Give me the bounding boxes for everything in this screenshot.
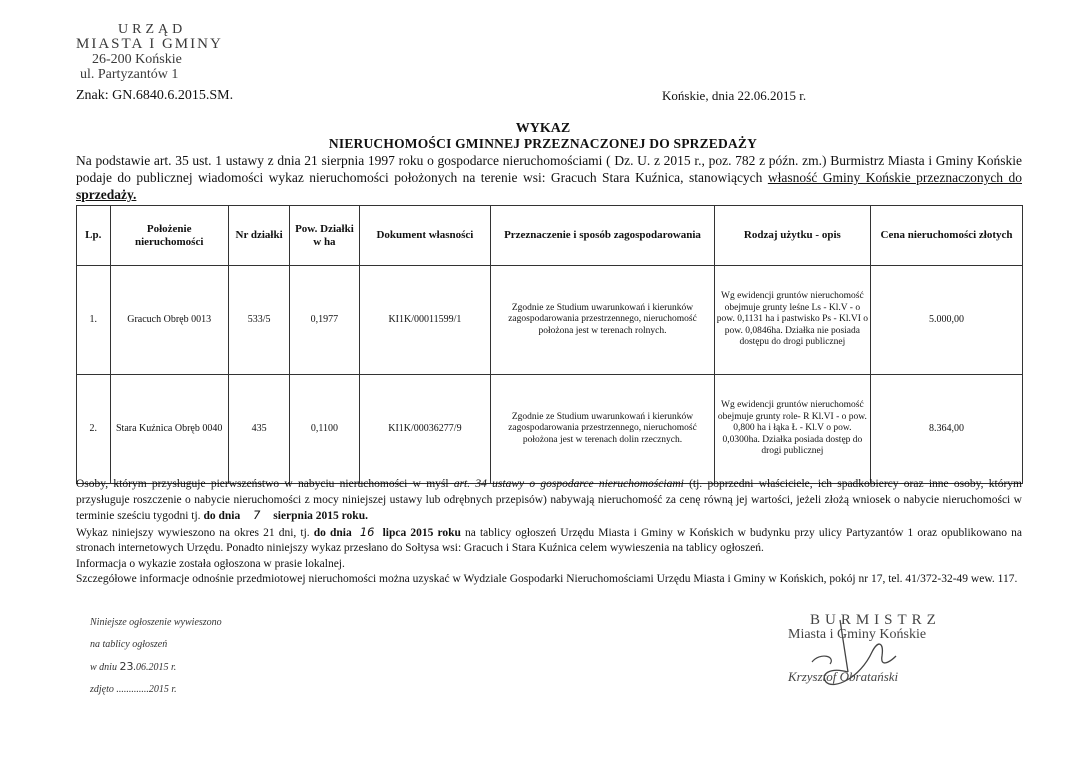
stamp-line-4: ul. Partyzantów 1	[80, 67, 179, 82]
notes-line-4: zdjęto .............2015 r.	[90, 684, 177, 695]
handwritten-day: 7	[253, 508, 261, 522]
cell-purpose: Zgodnie ze Studium uwarunkowań i kierunków zagospodarowania przestrzennego, nieruchomość położona jest w terenach dolin rzecznych.	[491, 375, 714, 484]
office-stamp	[76, 22, 223, 82]
preemption-paragraph	[76, 477, 1022, 525]
cell-lp: 2.	[77, 375, 111, 484]
document-subtitle: NIERUCHOMOŚCI GMINNEJ PRZEZNACZONEJ DO SPRZEDAŻY	[328, 136, 758, 151]
table-row	[77, 266, 1023, 375]
preemption-text: Osoby, którym przysługuje pierwszeństwo w nabyciu nieruchomości w myśl	[76, 478, 454, 490]
cell-land-use: Wg ewidencji gruntów nieruchomość obejmuje grunty leśne Ls - Kl.V - o pow. 0,1131 ha i pastwisko Ps - Kl.VI o pow. 0,0846ha. Działka nie posiada dostępu do drogi publicznej	[714, 266, 870, 375]
handwritten-day: 16	[359, 524, 375, 539]
intro-bold: sprzedaży.	[76, 187, 137, 202]
cell-location: Gracuch Obręb 0013	[110, 266, 228, 375]
notes-line-3-label: w dniu	[90, 662, 117, 673]
cell-ownership-document: KI1K/00036277/9	[359, 375, 491, 484]
header-lp: Lp.	[77, 206, 111, 266]
case-reference: Znak: GN.6840.6.2015.SM.	[76, 88, 234, 103]
posting-paragraph	[76, 525, 1022, 557]
press-paragraph: Informacja o wykazie została ogłoszona w prasie lokalnej.	[76, 557, 345, 570]
posting-deadline-label: do dnia	[313, 526, 352, 539]
header-area: Pow. Działki w ha	[290, 206, 359, 266]
header-purpose: Przeznaczenie i sposób zagospodarowania	[491, 206, 714, 266]
cell-area: 0,1977	[290, 266, 359, 375]
stamp-line-1: URZĄD	[118, 22, 187, 37]
document-date: Końskie, dnia 22.06.2015 r.	[662, 88, 807, 103]
intro-text: Na podstawie art. 35 ust. 1 ustawy z dnia 21 sierpnia 1997 roku o gospodarce nieruchomościami ( Dz. U. z 2015 r., poz. 782 z późn. zm.) Burmistrz Miasta i Gminy Końskie podaje do publicznej wiadomości wykaz nieruchomości położonych na terenie wsi: Gracuch Stara Kuźnica, stanowiących	[76, 153, 1022, 185]
header-location: Położenie nieruchomości	[110, 206, 228, 266]
cell-plot-number: 435	[228, 375, 289, 484]
document-title: WYKAZ	[515, 121, 571, 136]
cell-lp: 1.	[77, 266, 111, 375]
signature-office: Miasta i Gminy Końskie	[788, 627, 927, 642]
header-land-use: Rodzaj użytku - opis	[714, 206, 870, 266]
intro-underlined-text: własność Gminy Końskie przeznaczonych do	[767, 170, 1022, 185]
signature-name: Krzysztof Obratański	[788, 669, 899, 684]
cell-plot-number: 533/5	[228, 266, 289, 375]
cell-location: Stara Kuźnica Obręb 0040	[110, 375, 228, 484]
header-price: Cena nieruchomości złotych	[871, 206, 1023, 266]
posting-text-cont: na tablicy ogłoszeń Urzędu Miasta i Gminy w Końskich w budynku przy ulicy Partyzantów 1 oraz opublikowano na stronach internetowych Urzędu. Ponadto niniejszy wykaz przesłano do Sołtysa wsi: Gracuch i Stara Kuźnica celem wywieszenia na tablicy ogłoszeń.	[76, 526, 1023, 554]
posting-text: Wykaz niniejszy wywieszono na okres 21 dni, tj.	[76, 526, 314, 539]
cell-price: 8.364,00	[871, 375, 1023, 484]
cell-price: 5.000,00	[871, 266, 1023, 375]
intro-paragraph	[76, 152, 1022, 203]
notice-body	[76, 477, 1022, 588]
preemption-text-cont: (tj. poprzedni właściciele, ich spadkobiercy oraz inne osoby, którym przysługuje roszczenie o nabycie nieruchomości z mocy niniejszej ustawy lub odrębnych przepisów) nabywają nieruchomość za cenę równą jej wartości, jeżeli złożą wniosek o nabycie nieruchomości w terminie sześciu tygodni tj.	[76, 478, 1022, 522]
notes-line-3	[90, 656, 222, 679]
contact-paragraph: Szczegółowe informacje odnośnie przedmiotowej nieruchomości można uzyskać w Wydziale Gospodarki Nieruchomościami Urzędu Miasta i Gminy w Końskich, pokój nr 17, tel. 41/372-32-49 wew. 117.	[76, 573, 1018, 585]
cell-area: 0,1100	[290, 375, 359, 484]
stamp-line-2: MIASTA I GMINY	[76, 36, 223, 52]
handwritten-signature-icon	[800, 612, 940, 692]
header-plot-number: Nr działki	[228, 206, 289, 266]
notes-line-1: Niniejsze ogłoszenie wywieszono	[90, 617, 222, 628]
notes-line-2: na tablicy ogłoszeń	[90, 639, 168, 650]
cell-ownership-document: KI1K/00011599/1	[359, 266, 491, 375]
notes-line-3-date: .06.2015 r.	[133, 662, 177, 673]
posting-deadline-month: lipca 2015 roku	[382, 526, 461, 539]
posting-notes	[90, 612, 222, 701]
handwritten-day: 23	[119, 660, 134, 673]
table-header-row	[77, 206, 1023, 266]
preemption-deadline-label: do dnia	[203, 510, 241, 522]
signature-title: BURMISTRZ	[810, 612, 941, 628]
property-table	[76, 205, 1023, 484]
header-ownership-document: Dokument własności	[359, 206, 491, 266]
stamp-line-3: 26-200 Końskie	[92, 52, 182, 67]
cell-land-use: Wg ewidencji gruntów nieruchomość obejmuje grunty role- R Kl.VI - o pow. 0,800 ha i łąka Ł - Kl.V o pow. 0,0300ha. Działka posiada dostęp do drogi publicznej	[714, 375, 870, 484]
preemption-deadline-month: sierpnia 2015 roku.	[273, 510, 368, 522]
cell-purpose: Zgodnie ze Studium uwarunkowań i kierunków zagospodarowania przestrzennego, nieruchomość położona jest w terenach rolnych.	[491, 266, 714, 375]
preemption-law-reference: art. 34 ustawy o gospodarce nieruchomościami	[453, 478, 684, 490]
table-row	[77, 375, 1023, 484]
